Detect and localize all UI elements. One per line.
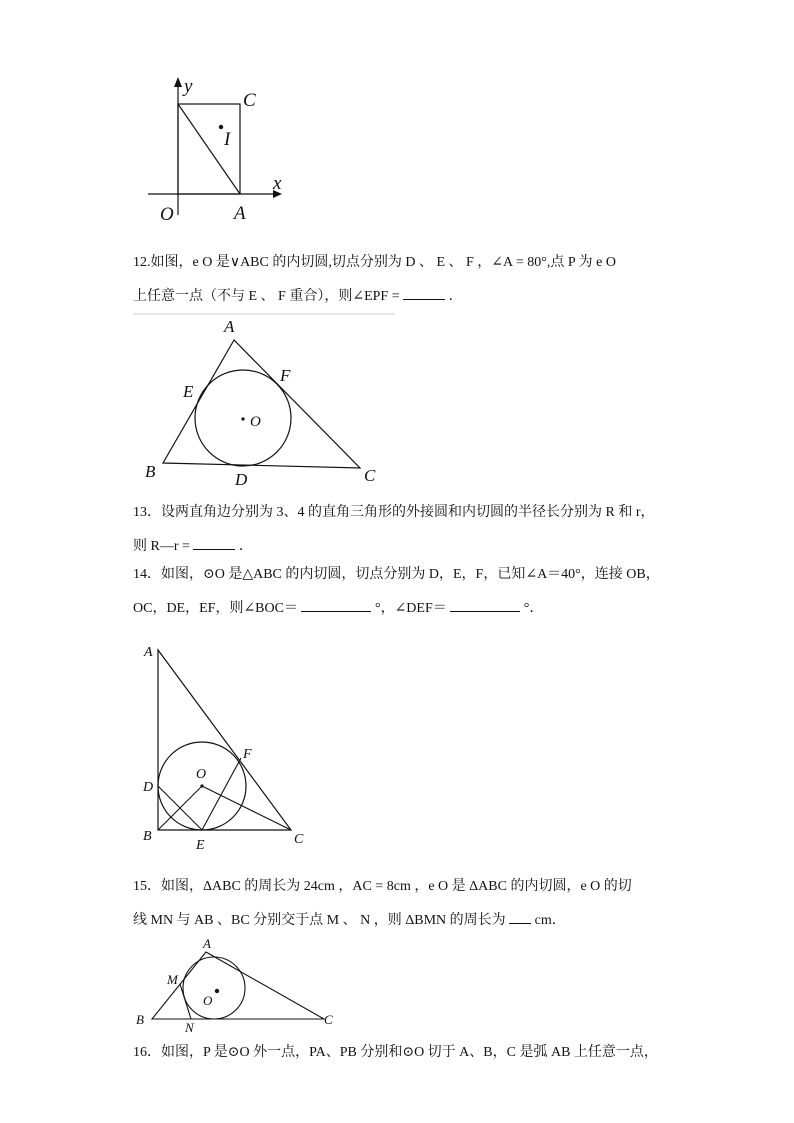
q14-line2-b: °，∠DEF＝: [374, 601, 447, 616]
label-e: E: [183, 382, 194, 401]
label-a: A: [144, 645, 153, 660]
q14-line2-c: °．: [523, 601, 544, 616]
label-o: O: [196, 767, 207, 782]
label-c: C: [324, 1012, 333, 1027]
q14-line1: 14．如图，⊙O 是△ABC 的内切圆，切点分别为 D，E，F，已知∠A＝40°，连接 OB，: [133, 567, 660, 582]
q16-line1: 16．如图，P 是⊙O 外一点，PA、PB 分别和⊙O 切于 A、B，C 是弧 AB 上任意一点，: [133, 1045, 658, 1060]
label-c: C: [364, 466, 376, 485]
q15-line1: 15．如图，ΔABC 的周长为 24cm ，AC = 8cm ，e O 是 ΔABC 的内切圆，e O 的切: [133, 879, 632, 894]
figure-coordinate-rectangle: [130, 70, 300, 230]
label-b: B: [145, 462, 156, 481]
q14-line2-a: OC，DE，EF，则∠BOC＝: [133, 601, 298, 616]
label-m: M: [167, 972, 178, 987]
label-f: F: [280, 366, 291, 385]
label-b: B: [136, 1012, 144, 1027]
label-d: D: [235, 470, 248, 489]
center-o: [241, 417, 244, 420]
q12-line2-end: ．: [448, 289, 463, 304]
q13-line2: [133, 535, 253, 557]
q13-line2-end: ．: [238, 539, 253, 554]
label-a: A: [203, 936, 211, 951]
q12-line2: [133, 285, 463, 307]
center-o: [215, 989, 219, 993]
q13-answer-blank[interactable]: [193, 535, 235, 550]
label-a: A: [234, 203, 246, 224]
y-axis-arrow-icon: [174, 77, 182, 87]
q12-line2-text: 上任意一点（不与 E 、 F 重合），则∠EPF =: [133, 289, 400, 304]
label-y: y: [184, 76, 193, 97]
label-c: C: [243, 90, 256, 111]
q12-answer-blank[interactable]: [403, 285, 445, 300]
label-c: C: [294, 832, 304, 847]
label-a: A: [224, 317, 235, 336]
tangent-mn: [180, 984, 191, 1019]
label-d: D: [143, 780, 154, 795]
q15-line2: [133, 909, 566, 931]
q15-line2-b: cm．: [534, 913, 566, 928]
label-o: O: [160, 204, 174, 225]
segment-oc: [202, 786, 291, 830]
q15-answer-blank[interactable]: [509, 909, 531, 924]
q13-line2-text: 则 R—r =: [133, 539, 190, 554]
label-o: O: [250, 414, 261, 430]
q14-answer-blank-1[interactable]: [301, 597, 371, 612]
point-i: [219, 125, 223, 129]
figure-right-triangle-q14: [135, 640, 315, 855]
q14-line2: [133, 597, 543, 619]
label-i: I: [224, 129, 231, 150]
label-e: E: [196, 838, 205, 853]
diagonal-line: [178, 104, 240, 194]
label-o: O: [203, 993, 213, 1008]
incircle: [183, 957, 245, 1019]
label-b: B: [143, 829, 152, 844]
q15-line2-a: 线 MN 与 AB 、BC 分别交于点 M 、 N ，则 ΔBMN 的周长为: [133, 913, 506, 928]
label-f: F: [243, 747, 252, 762]
triangle-abc: [158, 650, 291, 830]
figure-triangle-incircle-q12: [140, 315, 390, 490]
label-n: N: [185, 1020, 194, 1035]
triangle-abc: [163, 340, 360, 468]
q12-line1: 12.如图，e O 是∨ABC 的内切圆,切点分别为 D 、 E 、 F ，∠A = 80°,点 P 为 e O: [133, 255, 616, 270]
q13-line1: 13．设两直角边分别为 3、4 的直角三角形的外接圆和内切圆的半径长分别为 R 和 r，: [133, 505, 655, 520]
q14-answer-blank-2[interactable]: [450, 597, 520, 612]
figure-triangle-tangent-q15: [130, 935, 350, 1035]
segment-ef: [202, 758, 241, 830]
label-x: x: [273, 173, 282, 194]
